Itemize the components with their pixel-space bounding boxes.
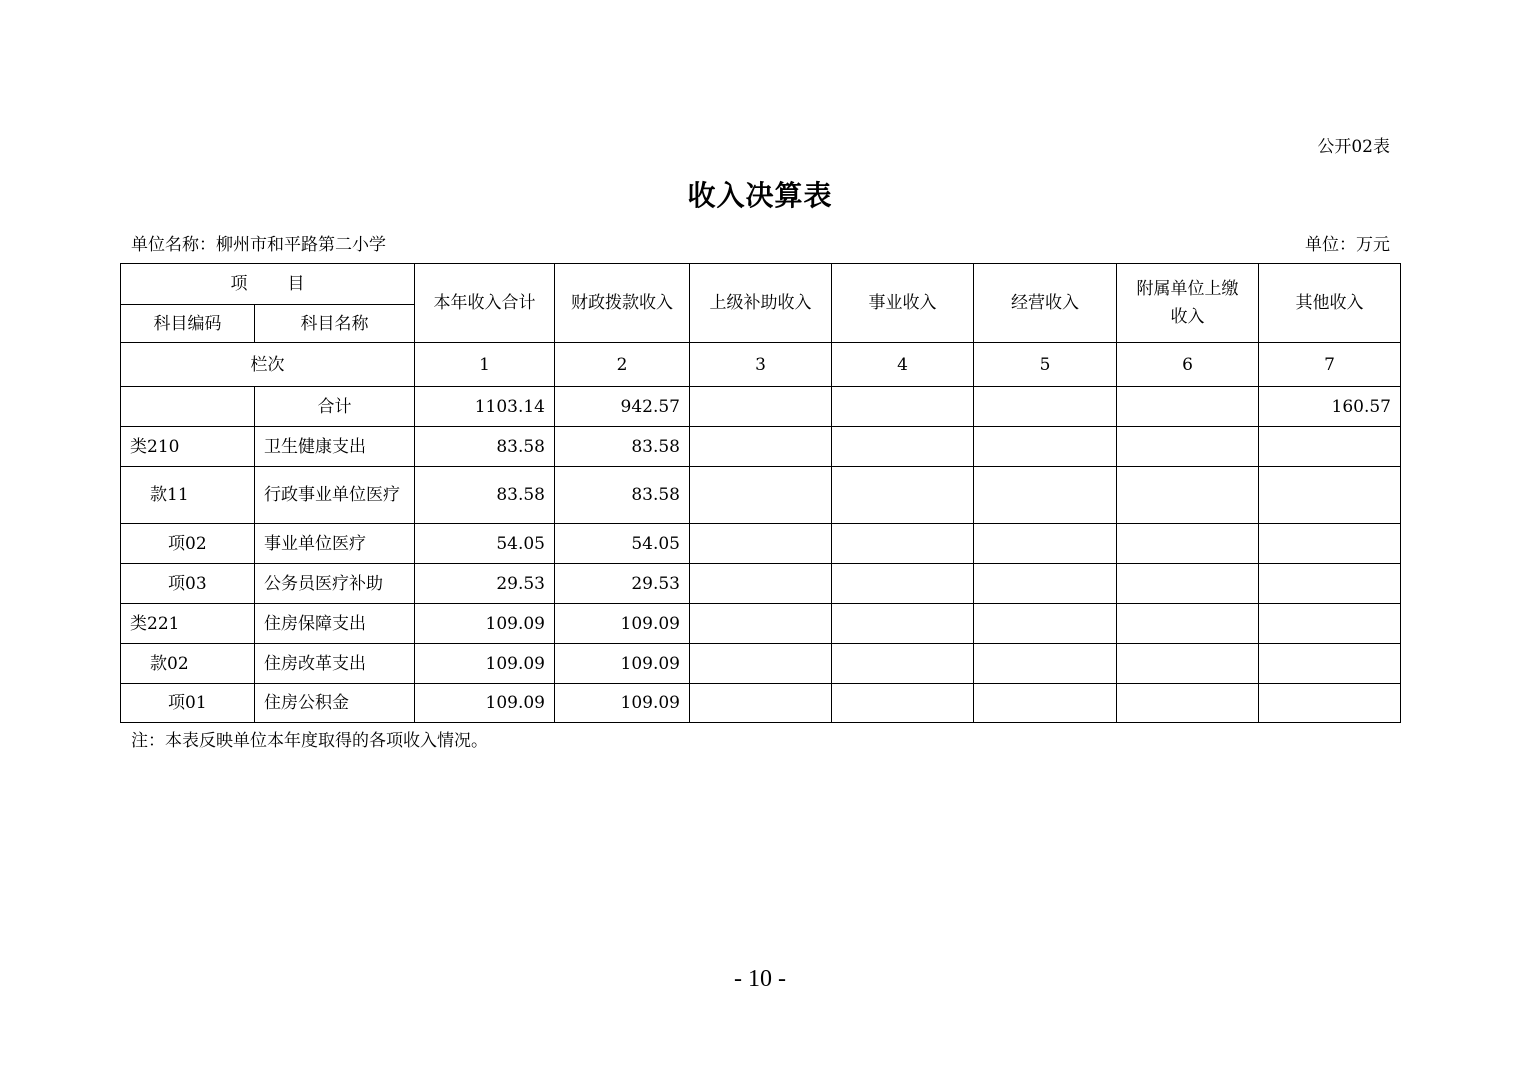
row-affiliated: [1117, 684, 1259, 723]
row-code: 款02: [121, 644, 255, 684]
row-other: [1259, 564, 1401, 604]
row-code: 项01: [121, 684, 255, 723]
table-number: 公开02表: [1317, 137, 1390, 157]
row-total: 109.09: [415, 644, 555, 684]
seq-3: 3: [690, 343, 832, 387]
row-operating: [974, 684, 1117, 723]
header-item: [121, 264, 415, 305]
seq-1: 1: [415, 343, 555, 387]
row-other: [1259, 427, 1401, 467]
row-code: [121, 387, 255, 427]
row-fiscal: 29.53: [555, 564, 690, 604]
row-affiliated: [1117, 524, 1259, 564]
header-col-affiliated: 附属单位上缴收入: [1117, 264, 1259, 343]
income-table: [120, 263, 1401, 723]
row-superior: [690, 644, 832, 684]
row-name: 行政事业单位医疗: [255, 467, 415, 524]
table-row: [121, 564, 1401, 604]
table-row: [121, 387, 1401, 427]
row-code: 类221: [121, 604, 255, 644]
header-col-total: 本年收入合计: [415, 264, 555, 343]
row-fiscal: 942.57: [555, 387, 690, 427]
seq-7: 7: [1259, 343, 1401, 387]
row-operating: [974, 427, 1117, 467]
row-name: 公务员医疗补助: [255, 564, 415, 604]
row-superior: [690, 387, 832, 427]
row-business: [832, 564, 974, 604]
unit-of-measure: 单位：万元: [1305, 235, 1390, 255]
row-code: 款11: [121, 467, 255, 524]
row-superior: [690, 427, 832, 467]
row-total: 109.09: [415, 684, 555, 723]
seq-4: 4: [832, 343, 974, 387]
seq-5: 5: [974, 343, 1117, 387]
row-total: 1103.14: [415, 387, 555, 427]
row-superior: [690, 604, 832, 644]
row-other: [1259, 604, 1401, 644]
row-other: [1259, 524, 1401, 564]
header-col-business: 事业收入: [832, 264, 974, 343]
row-total: 83.58: [415, 427, 555, 467]
row-other: [1259, 467, 1401, 524]
table-row: [121, 427, 1401, 467]
row-total: 83.58: [415, 467, 555, 524]
table-row: [121, 467, 1401, 524]
row-business: [832, 387, 974, 427]
row-other: [1259, 684, 1401, 723]
row-operating: [974, 387, 1117, 427]
row-fiscal: 83.58: [555, 467, 690, 524]
row-total: 29.53: [415, 564, 555, 604]
row-fiscal: 83.58: [555, 427, 690, 467]
row-superior: [690, 467, 832, 524]
seq-2: 2: [555, 343, 690, 387]
header-row-1: [121, 264, 1401, 305]
row-affiliated: [1117, 564, 1259, 604]
row-other: 160.57: [1259, 387, 1401, 427]
row-fiscal: 54.05: [555, 524, 690, 564]
table-row: [121, 524, 1401, 564]
table-row: [121, 604, 1401, 644]
header-col-operating: 经营收入: [974, 264, 1117, 343]
header-code: 科目编码: [121, 305, 255, 343]
row-affiliated: [1117, 467, 1259, 524]
row-name: 住房公积金: [255, 684, 415, 723]
row-business: [832, 684, 974, 723]
row-superior: [690, 684, 832, 723]
row-name: 卫生健康支出: [255, 427, 415, 467]
row-operating: [974, 564, 1117, 604]
header-item-a: 项: [230, 274, 248, 294]
row-superior: [690, 524, 832, 564]
row-total: 109.09: [415, 604, 555, 644]
row-code: 项03: [121, 564, 255, 604]
row-superior: [690, 564, 832, 604]
table-row: [121, 684, 1401, 723]
row-name: 住房保障支出: [255, 604, 415, 644]
seq-6: 6: [1117, 343, 1259, 387]
row-business: [832, 524, 974, 564]
row-business: [832, 644, 974, 684]
seq-row: [121, 343, 1401, 387]
header-col-superior: 上级补助收入: [690, 264, 832, 343]
table-note: 注：本表反映单位本年度取得的各项收入情况。: [131, 731, 488, 751]
page-title: 收入决算表: [687, 179, 833, 212]
row-operating: [974, 467, 1117, 524]
row-affiliated: [1117, 427, 1259, 467]
header-col-fiscal: 财政拨款收入: [555, 264, 690, 343]
page-number: - 10 -: [734, 966, 786, 992]
row-business: [832, 604, 974, 644]
row-affiliated: [1117, 387, 1259, 427]
row-name: 事业单位医疗: [255, 524, 415, 564]
unit-name: 单位名称：柳州市和平路第二小学: [131, 235, 386, 255]
header-name: 科目名称: [255, 305, 415, 343]
row-code: 类210: [121, 427, 255, 467]
row-business: [832, 467, 974, 524]
row-affiliated: [1117, 644, 1259, 684]
row-name: 合计: [255, 387, 415, 427]
row-operating: [974, 644, 1117, 684]
row-total: 54.05: [415, 524, 555, 564]
header-col-other: 其他收入: [1259, 264, 1401, 343]
header-item-b: 目: [287, 274, 305, 294]
row-operating: [974, 604, 1117, 644]
row-affiliated: [1117, 604, 1259, 644]
row-fiscal: 109.09: [555, 604, 690, 644]
seq-label: 栏次: [121, 343, 415, 387]
row-code: 项02: [121, 524, 255, 564]
table-row: [121, 644, 1401, 684]
row-other: [1259, 644, 1401, 684]
row-fiscal: 109.09: [555, 684, 690, 723]
row-business: [832, 427, 974, 467]
row-operating: [974, 524, 1117, 564]
row-fiscal: 109.09: [555, 644, 690, 684]
row-name: 住房改革支出: [255, 644, 415, 684]
